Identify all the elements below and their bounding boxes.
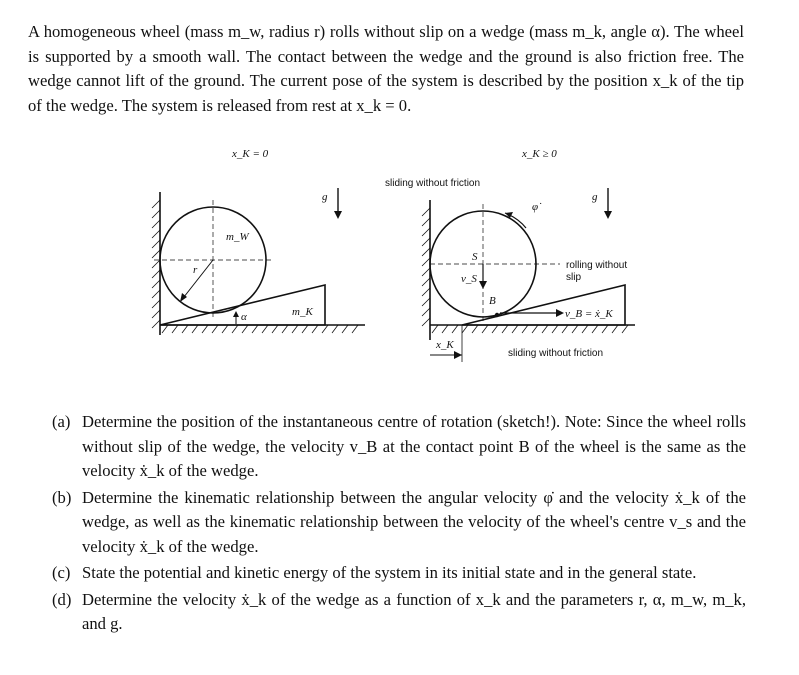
question-marker: (b) bbox=[52, 487, 72, 507]
question-list bbox=[52, 410, 746, 639]
right-gravity-label: g bbox=[592, 191, 598, 203]
centre-s-label: S bbox=[472, 251, 478, 263]
right-wall-hatching bbox=[422, 208, 430, 326]
right-gravity-arrowhead bbox=[604, 211, 612, 219]
rolling-label-line2: slip bbox=[566, 272, 582, 283]
mechanism-diagram bbox=[140, 140, 660, 380]
right-diagram bbox=[385, 148, 635, 362]
left-radius-label: r bbox=[193, 264, 198, 276]
left-gravity-arrowhead bbox=[334, 211, 342, 219]
question-text: Determine the velocity ẋ_k of the wedge as a function of x_k and the parameters r, α, m_w, m_k, and g. bbox=[82, 589, 746, 633]
vb-arrowhead bbox=[556, 309, 564, 317]
question-text: State the potential and kinetic energy of the system in its initial state and in the general state. bbox=[82, 563, 697, 582]
left-wedge-mass-label: m_K bbox=[292, 306, 313, 318]
mechanism-figure bbox=[140, 140, 660, 380]
question-text: Determine the kinematic relationship between the angular velocity φ̇ and the velocity ẋ_k of the wedge, as well as the kinematic relationship between the velocity of the wheel's centre v_s and the velocity ẋ_k of the wedge. bbox=[82, 487, 746, 556]
phi-dot-label: φ̇ bbox=[532, 201, 539, 213]
contact-b-label: B bbox=[489, 295, 496, 307]
question-marker: (c) bbox=[52, 563, 71, 582]
xk-label: x_K bbox=[436, 339, 454, 351]
question-c bbox=[52, 561, 746, 586]
left-gravity-label: g bbox=[322, 191, 328, 203]
vb-label: v_B = ẋ_K bbox=[565, 308, 613, 320]
sliding-wall-label: sliding without friction bbox=[385, 178, 481, 189]
question-marker: (a) bbox=[52, 412, 71, 431]
contact-point-b bbox=[495, 313, 499, 317]
left-diagram bbox=[152, 148, 365, 335]
question-text: Determine the position of the instantaneous centre of rotation (sketch!). Note: Since the wheel rolls without slip of the wedge, the velocity v_B at the contact point B of the wheel is the same as the velocity ẋ_k of the wedge. bbox=[82, 412, 746, 480]
left-ground-hatching bbox=[162, 325, 358, 333]
vs-label: v_S bbox=[461, 273, 477, 285]
left-angle-label: α bbox=[241, 311, 247, 323]
right-position-label: x_K ≥ 0 bbox=[522, 148, 557, 160]
left-position-label: x_K = 0 bbox=[232, 148, 269, 160]
sliding-ground-label: sliding without friction bbox=[508, 348, 604, 359]
angle-arrowhead bbox=[233, 311, 239, 317]
vs-arrowhead bbox=[479, 281, 487, 289]
right-ground-hatching bbox=[432, 325, 628, 333]
question-d bbox=[52, 588, 746, 637]
question-a bbox=[52, 410, 746, 484]
question-b bbox=[52, 486, 746, 560]
left-wall-hatching bbox=[152, 200, 160, 328]
xk-dimension-arrowhead bbox=[454, 351, 462, 359]
left-wheel-mass-label: m_W bbox=[226, 231, 249, 243]
rolling-label-line1: rolling without bbox=[566, 260, 628, 271]
problem-statement: A homogeneous wheel (mass m_w, radius r) rolls without slip on a wedge (mass m_k, angle α). The wheel is supported by a smooth wall. The contact between the wedge and the ground is also friction free. The wedge cannot lift of the ground. The current pose of the system is described by the position x_k of the tip of the wedge. The system is released from rest at x_k = 0. bbox=[28, 22, 744, 115]
question-marker: (d) bbox=[52, 589, 72, 609]
